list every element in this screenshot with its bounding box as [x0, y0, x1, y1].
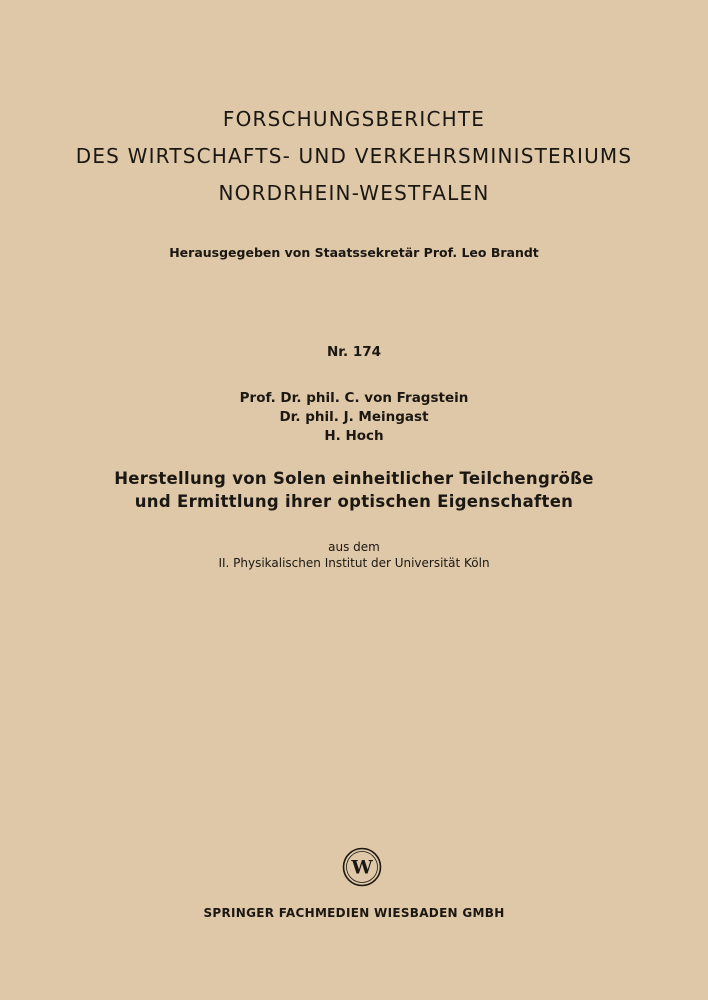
author-1: Prof. Dr. phil. C. von Fragstein [239, 390, 469, 406]
report-title-line-2: und Ermittlung ihrer optischen Eigenschaften [134, 492, 574, 511]
publisher-line: SPRINGER FACHMEDIEN WIESBADEN GMBH [203, 906, 505, 920]
series-title-line-3: NORDRHEIN-WESTFALEN [218, 181, 490, 205]
institute-line: II. Physikalischen Institut der Universität Köln [218, 556, 490, 570]
report-number: Nr. 174 [326, 344, 382, 360]
series-title-line-2: DES WIRTSCHAFTS- UND VERKEHRSMINISTERIUMS [75, 144, 633, 168]
source-line-1: aus dem [328, 540, 380, 554]
editor-line: Herausgegeben von Staatssekretär Prof. Leo Brandt [169, 245, 539, 260]
series-title-line-1: FORSCHUNGSBERICHTE [222, 107, 486, 131]
author-3: H. Hoch [324, 428, 384, 444]
logo-letter: W [351, 856, 373, 879]
report-title-line-1: Herstellung von Solen einheitlicher Teilchengröße [114, 469, 594, 488]
author-2: Dr. phil. J. Meingast [279, 409, 429, 425]
springer-vieweg-logo-icon [342, 847, 382, 887]
